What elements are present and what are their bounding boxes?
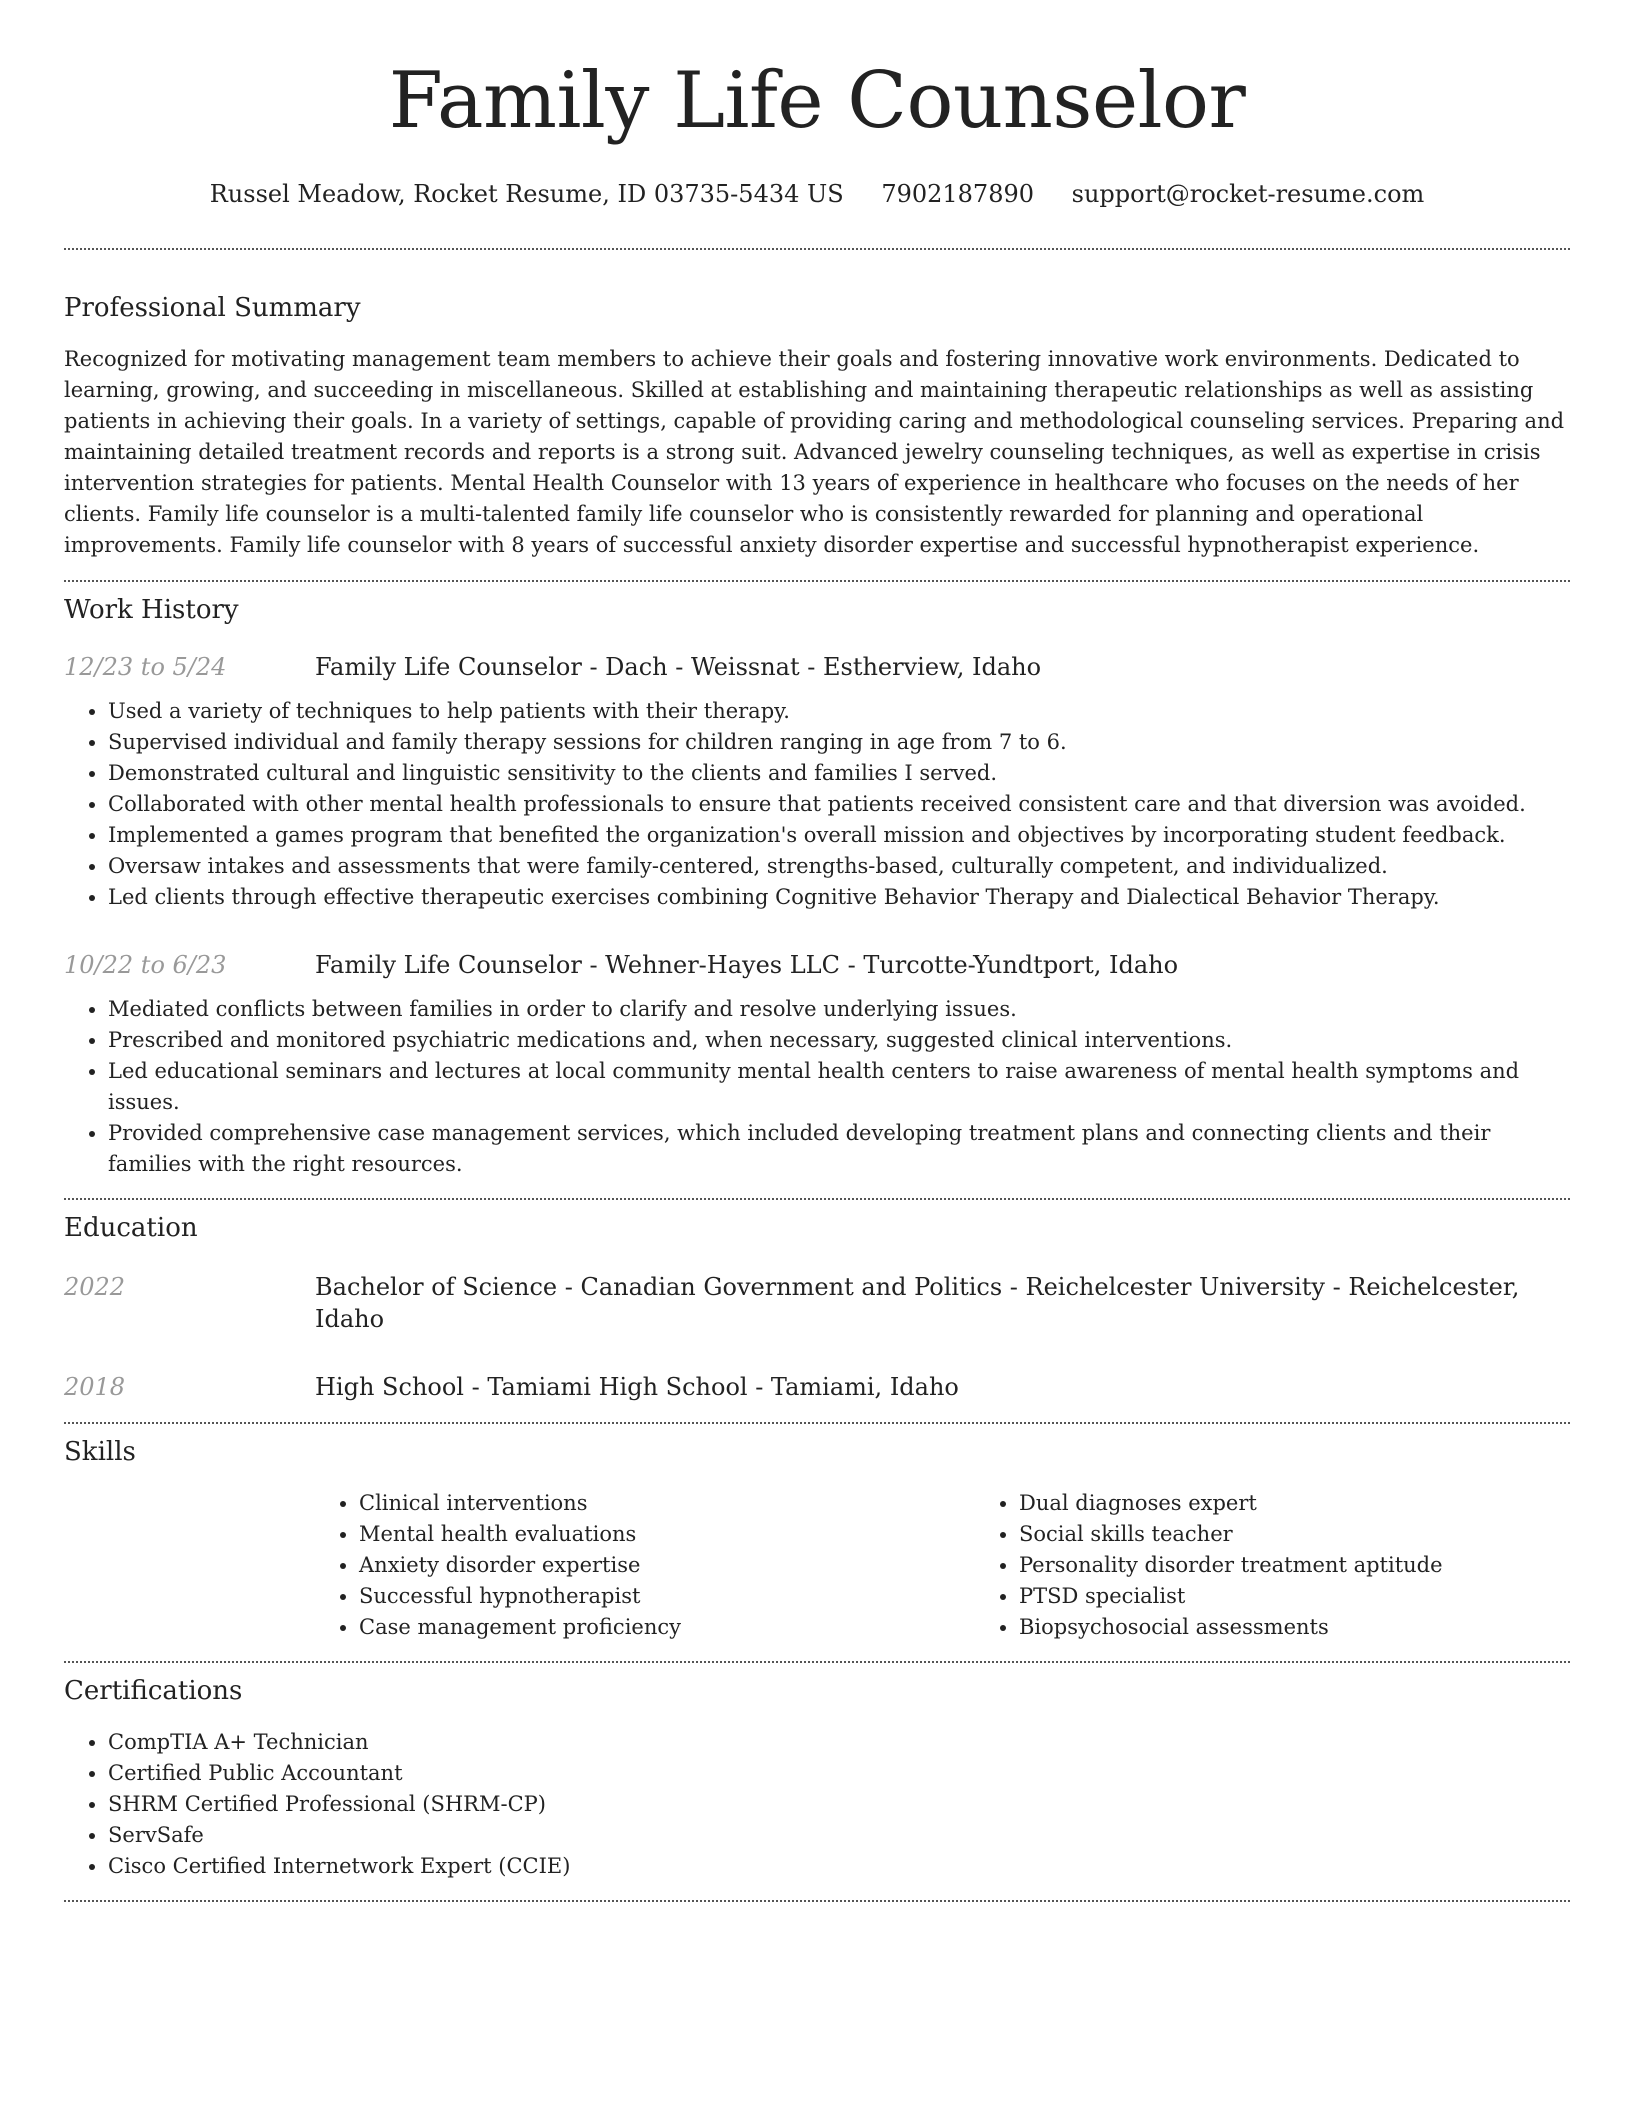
work-history-section [64,593,1570,1180]
education-title-line [315,1271,1570,1335]
skill-item: • Biopsychosocial assessments [1019,1612,1632,1643]
divider [64,1900,1570,1902]
summary-section [64,291,1570,561]
job-bullet: • Provided comprehensive case management services, which included developing treatment plans and connecting clients and their families with the right resources. [108,1118,1570,1180]
job-bullet: • Collaborated with other mental health professionals to ensure that patients received consistent care and that diversion was avoided. [108,789,1570,820]
resume-name: Family Life Counselor [388,56,1246,146]
job-title-line [315,949,1178,981]
education-degree: Bachelor of Science - Canadian Government and Politics [315,1273,1003,1301]
skill-item: • Mental health evaluations [359,1519,975,1550]
job-bullet: • Demonstrated cultural and linguistic sensitivity to the clients and families I served. [108,758,1570,789]
section-title-skills: Skills [64,1437,136,1467]
certifications-list [64,1727,1570,1882]
certification-item: • CompTIA A+ Technician [108,1727,1570,1758]
skill-item: • Social skills teacher [1019,1519,1632,1550]
divider [64,1198,1570,1200]
job-details: - Wehner-Hayes LLC - Turcotte-Yundtport, Idaho [581,951,1179,979]
job-header [64,949,1570,981]
job-bullets [64,994,1570,1180]
section-title-summary: Professional Summary [64,293,361,323]
job-bullets [64,696,1570,913]
education-year: 2022 [64,1273,126,1301]
education-degree: High School [315,1373,464,1401]
section-title-work: Work History [64,595,239,625]
education-details: - Reichelcester University - Reichelcester, Idaho [315,1273,1520,1333]
job-bullet: • Led clients through effective therapeutic exercises combining Cognitive Behavior Therapy and Dialectical Behavior Therapy. [108,882,1570,913]
contact-phone: 7902187890 [881,180,1035,208]
job-dates: 10/22 to 6/23 [64,951,227,979]
skill-item: • PTSD specialist [1019,1581,1632,1612]
education-year: 2018 [64,1373,126,1401]
skills-section [64,1435,1570,1643]
skills-list-right [975,1488,1632,1643]
education-details: - Tamiami High School - Tamiami, Idaho [463,1373,959,1401]
job-bullet: • Supervised individual and family therapy sessions for children ranging in age from 7 to 6. [108,727,1570,758]
education-entry [64,1371,1570,1403]
divider [64,1661,1570,1663]
certification-item: • Certified Public Accountant [108,1758,1570,1789]
education-section [64,1211,1570,1403]
job-details: - Dach - Weissnat - Estherview, Idaho [581,653,1042,681]
job-position: Family Life Counselor [315,653,582,681]
skill-item: • Personality disorder treatment aptitude [1019,1550,1632,1581]
skill-item: • Clinical interventions [359,1488,975,1519]
job-bullet: • Mediated conflicts between families in order to clarify and resolve underlying issues. [108,994,1570,1025]
divider [64,1422,1570,1424]
skill-item: • Case management proficiency [359,1612,975,1643]
job-bullet: • Implemented a games program that benefited the organization's overall mission and objectives by incorporating student feedback. [108,820,1570,851]
job-bullet: • Prescribed and monitored psychiatric medications and, when necessary, suggested clinical interventions. [108,1025,1570,1056]
job-entry [64,949,1570,1180]
divider [64,580,1570,582]
contact-email: support@rocket-resume.com [1071,180,1425,208]
job-entry [64,651,1570,913]
skill-item: • Anxiety disorder expertise [359,1550,975,1581]
summary-text: Recognized for motivating management team members to achieve their goals and fostering innovative work environments. Dedicated to learning, growing, and succeeding in miscellaneous. Skilled at establishing and maintaining therapeutic relationships as well as assisting patients in achieving their goals. In a variety of settings, capable of providing caring and methodological counseling services. Preparing and maintaining detailed treatment records and reports is a strong suit. Advanced jewelry counseling techniques, as well as expertise in crisis intervention strategies for patients. Mental Health Counselor with 13 years of experience in healthcare who focuses on the needs of her clients. Family life counselor is a multi-talented family life counselor who is consistently rewarded for planning and operational improvements. Family life counselor with 8 years of successful anxiety disorder expertise and successful hypnotherapist experience. [64,347,1565,557]
job-dates: 12/23 to 5/24 [64,653,227,681]
contact-line [64,178,1570,210]
certifications-section [64,1674,1570,1882]
job-title-line [315,651,1041,683]
job-bullet: • Oversaw intakes and assessments that were family-centered, strengths-based, culturally competent, and individualized. [108,851,1570,882]
skills-list-left [315,1488,975,1643]
section-title-certifications: Certifications [64,1676,243,1706]
education-entry [64,1271,1570,1335]
certification-item: • ServSafe [108,1820,1570,1851]
section-title-education: Education [64,1213,198,1243]
skill-item: • Successful hypnotherapist [359,1581,975,1612]
job-bullet: • Led educational seminars and lectures at local community mental health centers to raise awareness of mental health symptoms and issues. [108,1056,1570,1118]
education-title-line [315,1371,959,1403]
job-bullet: • Used a variety of techniques to help patients with their therapy. [108,696,1570,727]
certification-item: • Cisco Certified Internetwork Expert (CCIE) [108,1851,1570,1882]
contact-address: Russel Meadow, Rocket Resume, ID 03735-5434 US [209,180,844,208]
divider [64,248,1570,250]
skills-grid [315,1488,1570,1643]
certification-item: • SHRM Certified Professional (SHRM-CP) [108,1789,1570,1820]
job-position: Family Life Counselor [315,951,582,979]
job-header [64,651,1570,683]
skill-item: • Dual diagnoses expert [1019,1488,1632,1519]
